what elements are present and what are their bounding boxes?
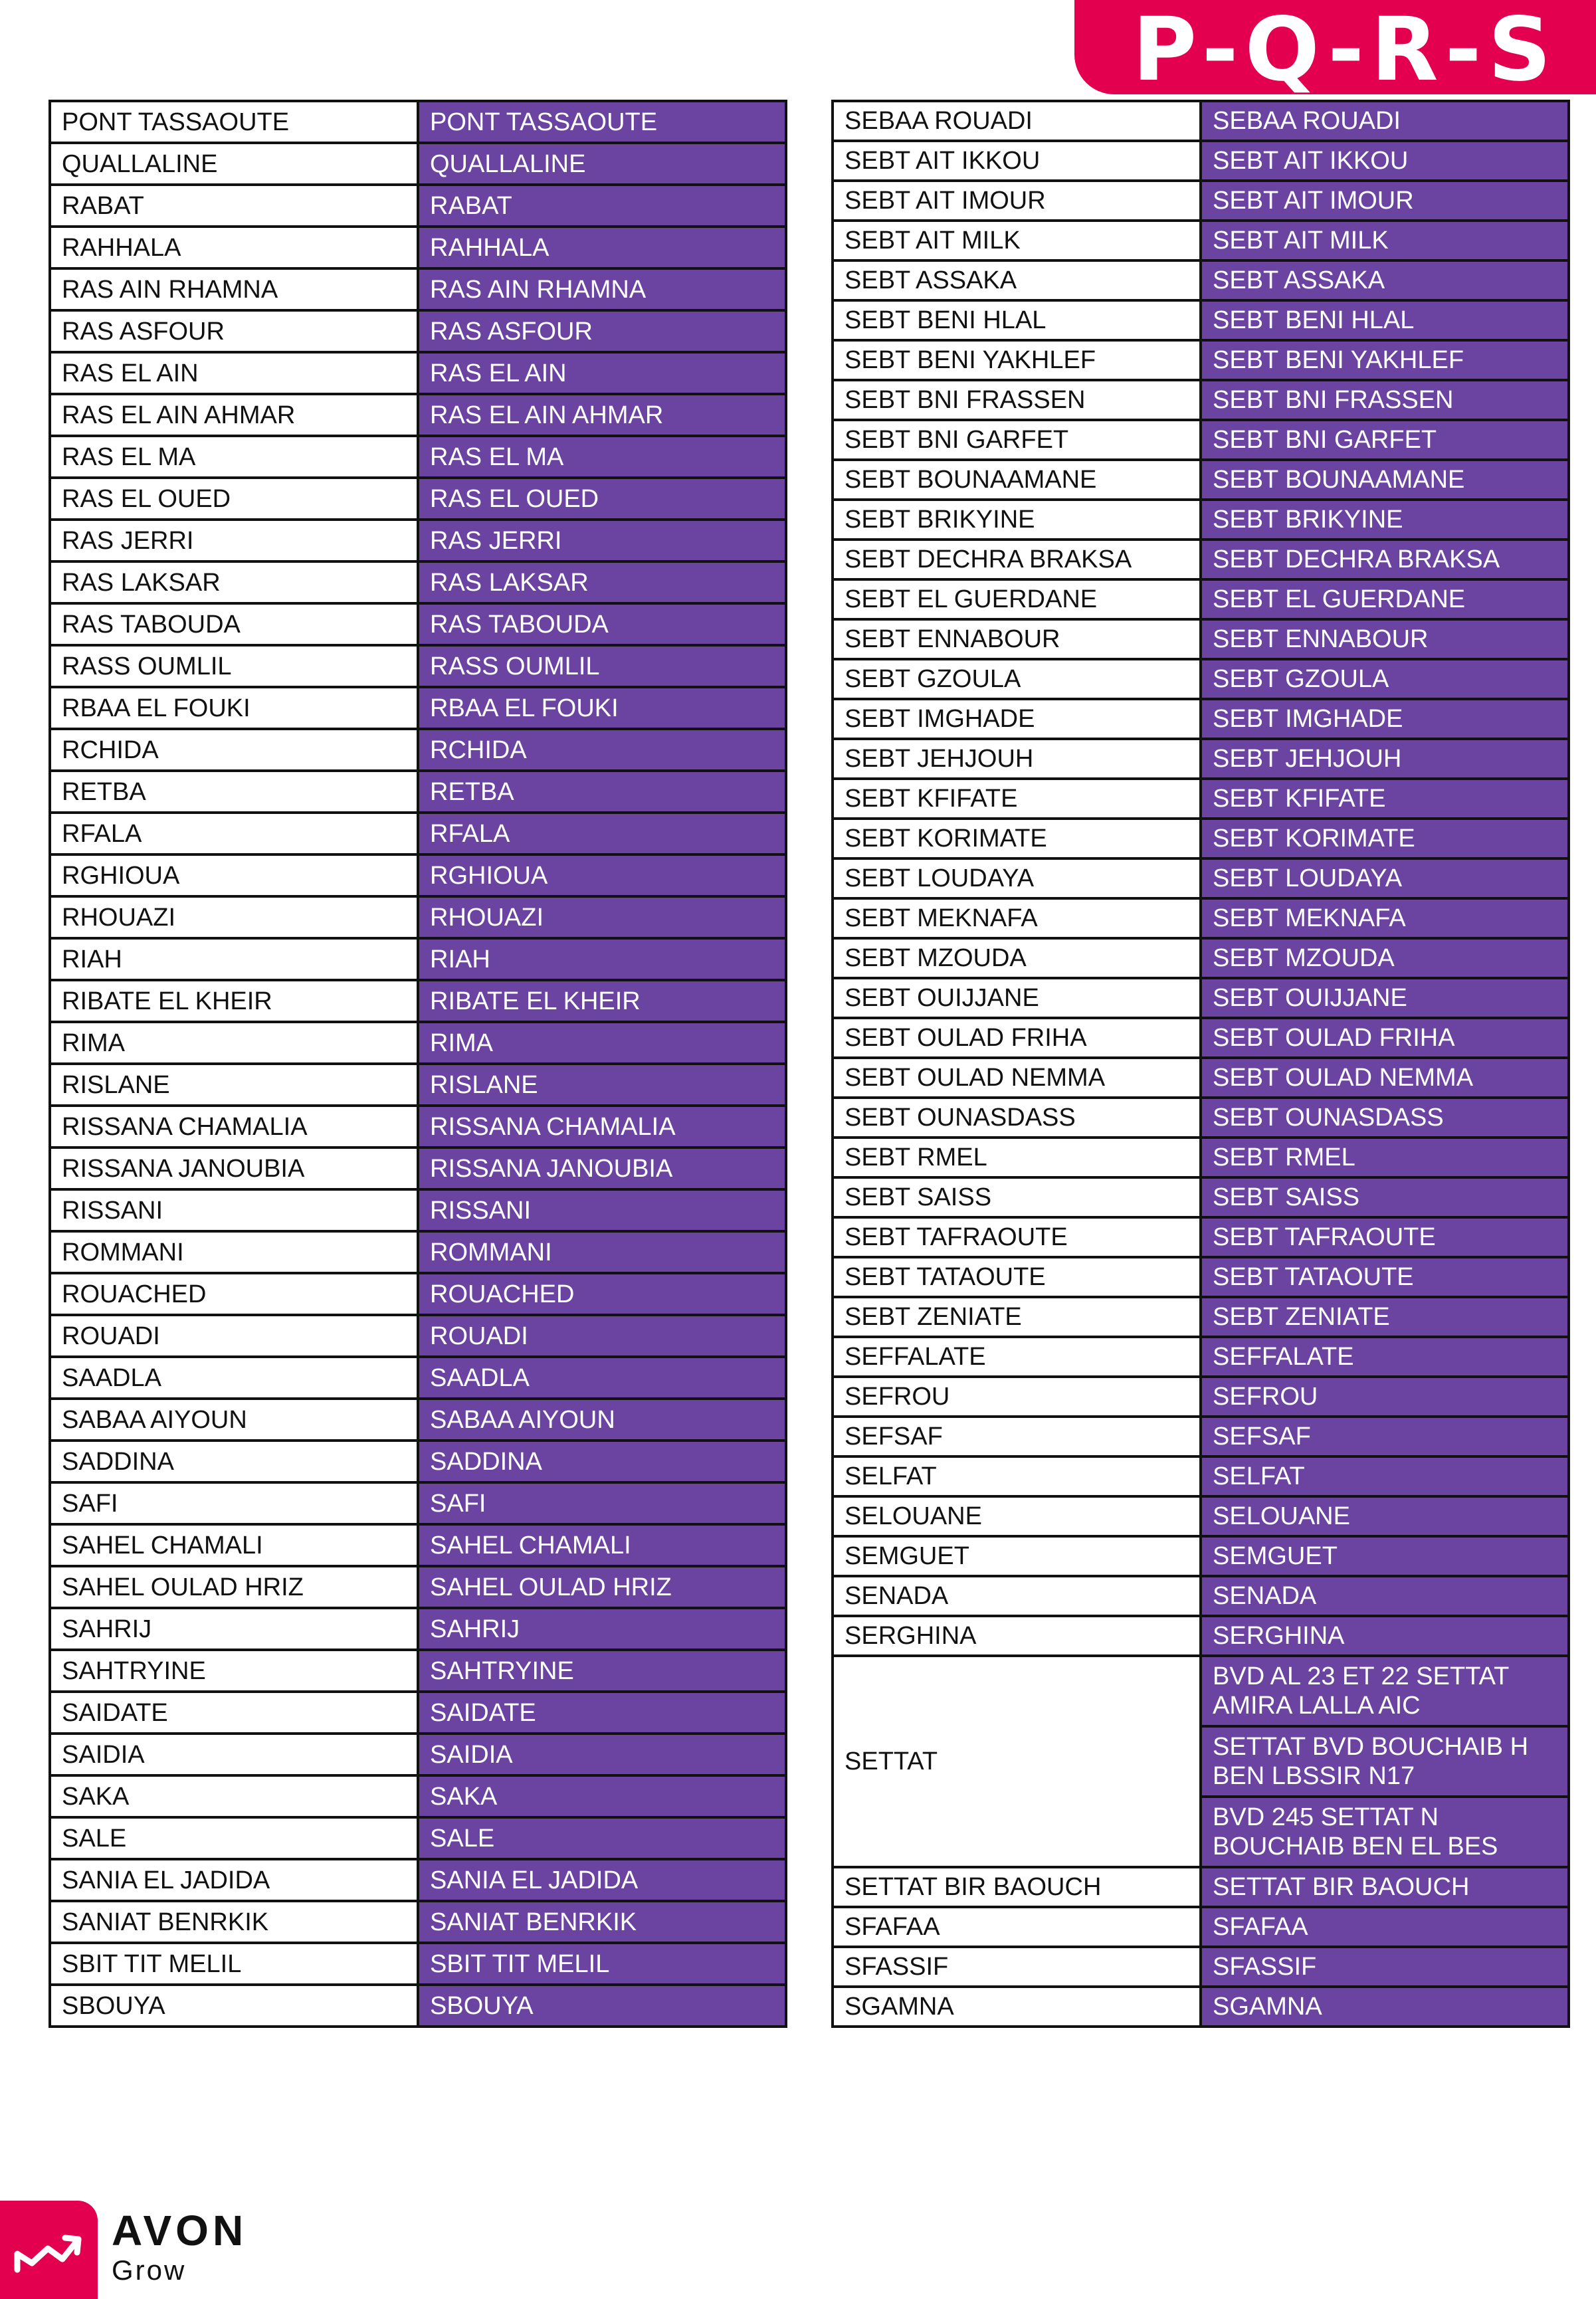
city-cell: SETTAT BIR BAOUCH [833,1867,1201,1907]
table-row [833,1257,1569,1297]
value-cell: SEBT TAFRAOUTE [1201,1217,1569,1257]
value-cell: RIBATE EL KHEIR [418,980,786,1022]
brand-subtitle: Grow [112,2254,187,2286]
city-cell: PONT TASSAOUTE [50,101,418,143]
city-cell: SEBT MZOUDA [833,938,1201,978]
city-cell: RIAH [50,938,418,980]
city-cell: RAS EL OUED [50,478,418,520]
table-row [50,1022,786,1064]
city-cell: SEBT BENI YAKHLEF [833,340,1201,380]
value-cell: SFAFAA [1201,1907,1569,1947]
city-cell: SAHTRYINE [50,1650,418,1692]
city-cell: SAIDATE [50,1692,418,1734]
table-row [833,819,1569,858]
value-cell: SEBT BNI GARFET [1201,420,1569,460]
table-row [833,978,1569,1018]
table-row [50,687,786,729]
value-cell: ROUACHED [418,1273,786,1315]
table-row [833,1656,1569,1726]
value-cell: SAHEL CHAMALI [418,1524,786,1566]
value-cell: SEBT BOUNAAMANE [1201,460,1569,500]
table-row [833,659,1569,699]
table-row [50,1189,786,1231]
city-cell: SEBT DECHRA BRAKSA [833,540,1201,579]
brand-logo-badge [0,2201,98,2299]
letter-range-label: P-Q-R-S [1132,0,1558,101]
table-row [50,1315,786,1357]
value-cell: SEBT TATAOUTE [1201,1257,1569,1297]
city-cell: SELFAT [833,1456,1201,1496]
table-row [833,260,1569,300]
city-cell: ROUACHED [50,1273,418,1315]
city-cell: SAHEL OULAD HRIZ [50,1566,418,1608]
city-cell: RAS LAKSAR [50,561,418,603]
table-row [833,1907,1569,1947]
value-cell: SAIDATE [418,1692,786,1734]
value-cell: SEBT BNI FRASSEN [1201,380,1569,420]
table-row [833,1377,1569,1417]
city-cell: ROUADI [50,1315,418,1357]
value-cell: RBAA EL FOUKI [418,687,786,729]
value-cell: ROUADI [418,1315,786,1357]
value-cell: SALE [418,1817,786,1859]
table-row [833,619,1569,659]
city-cell: SEFFALATE [833,1337,1201,1377]
table-row [833,1947,1569,1987]
table-row [833,1337,1569,1377]
city-cell: SETTAT [833,1656,1201,1867]
city-cell: SEBT BNI GARFET [833,420,1201,460]
table-row [50,645,786,687]
table-row [50,1524,786,1566]
table-row [833,1297,1569,1337]
value-cell: RHOUAZI [418,896,786,938]
value-cell: SEBT MEKNAFA [1201,898,1569,938]
city-cell: SEBT OUNASDASS [833,1098,1201,1138]
city-cell: SFASSIF [833,1947,1201,1987]
value-cell: SEBT BENI HLAL [1201,300,1569,340]
table-row [833,340,1569,380]
city-cell: SAHEL CHAMALI [50,1524,418,1566]
city-cell: SEBT AIT MILK [833,221,1201,260]
value-cell: SEBT OULAD FRIHA [1201,1018,1569,1058]
value-cell: SEBT DECHRA BRAKSA [1201,540,1569,579]
city-cell: SEBT AIT IKKOU [833,141,1201,181]
value-cell: SELFAT [1201,1456,1569,1496]
table-row [50,603,786,645]
table-row [50,1817,786,1859]
city-cell: SENADA [833,1576,1201,1616]
value-cell: QUALLALINE [418,143,786,185]
city-cell: SERGHINA [833,1616,1201,1656]
city-cell: SBIT TIT MELIL [50,1943,418,1985]
table-row [833,1058,1569,1098]
table-row [50,101,786,143]
city-cell: SEBT TATAOUTE [833,1257,1201,1297]
table-row [833,300,1569,340]
table-row [50,1650,786,1692]
table-row [50,1901,786,1943]
value-cell: SEBT SAISS [1201,1177,1569,1217]
table-row [50,729,786,771]
value-cell: SEBT ENNABOUR [1201,619,1569,659]
value-cell: SEBT OUIJJANE [1201,978,1569,1018]
table-row [50,561,786,603]
city-cell: SEFROU [833,1377,1201,1417]
value-cell: RIAH [418,938,786,980]
value-cell: PONT TASSAOUTE [418,101,786,143]
value-cell: SEBT KFIFATE [1201,779,1569,819]
city-cell: SEBT SAISS [833,1177,1201,1217]
table-row [833,1177,1569,1217]
city-cell: SEBT BNI FRASSEN [833,380,1201,420]
city-cell: SANIAT BENRKIK [50,1901,418,1943]
value-cell: SAADLA [418,1357,786,1399]
table-row [833,1098,1569,1138]
value-cell: RISSANA JANOUBIA [418,1148,786,1189]
growth-chart-icon [13,2227,84,2274]
value-cell: SGAMNA [1201,1987,1569,2027]
value-cell: RCHIDA [418,729,786,771]
table-row [833,1018,1569,1058]
city-cell: RAS EL AIN AHMAR [50,394,418,436]
city-cell: SAFI [50,1482,418,1524]
table-row [50,896,786,938]
city-cell: SFAFAA [833,1907,1201,1947]
city-cell: RCHIDA [50,729,418,771]
city-cell: RIBATE EL KHEIR [50,980,418,1022]
city-cell: RASS OUMLIL [50,645,418,687]
value-cell: RETBA [418,771,786,813]
table-row [833,101,1569,141]
table-row [833,1217,1569,1257]
city-cell: RIMA [50,1022,418,1064]
table-row [833,420,1569,460]
city-cell: RABAT [50,185,418,227]
city-cell: SEBT OUIJJANE [833,978,1201,1018]
value-cell: SAKA [418,1775,786,1817]
city-cell: SEBT RMEL [833,1138,1201,1177]
value-cell: RAS EL OUED [418,478,786,520]
value-cell: SAHEL OULAD HRIZ [418,1566,786,1608]
table-row [50,1775,786,1817]
value-cell: SEBT RMEL [1201,1138,1569,1177]
city-cell: SEBT ENNABOUR [833,619,1201,659]
table-row [50,520,786,561]
table-row [50,1985,786,2027]
value-cell: SEBT BENI YAKHLEF [1201,340,1569,380]
city-cell: RAS AIN RHAMNA [50,268,418,310]
table-row [50,1482,786,1524]
value-cell: SEBT AIT IKKOU [1201,141,1569,181]
value-cell: SEBT ZENIATE [1201,1297,1569,1337]
value-cell: SEBT KORIMATE [1201,819,1569,858]
city-cell: RISLANE [50,1064,418,1106]
city-cell: RISSANI [50,1189,418,1231]
city-cell: SEFSAF [833,1417,1201,1456]
city-cell: SEBT BOUNAAMANE [833,460,1201,500]
table-row [833,1867,1569,1907]
table-row [50,1148,786,1189]
value-cell: RABAT [418,185,786,227]
value-cell: RGHIOUA [418,854,786,896]
city-cell: SEBT MEKNAFA [833,898,1201,938]
city-cell: SALE [50,1817,418,1859]
value-cell: SAIDIA [418,1734,786,1775]
city-cell: SELOUANE [833,1496,1201,1536]
letter-range-tab [1074,0,1596,101]
table-row [833,779,1569,819]
table-row [833,500,1569,540]
value-cell: SEBT AIT IMOUR [1201,181,1569,221]
value-cell: SFASSIF [1201,1947,1569,1987]
value-cell: RISSANI [418,1189,786,1231]
table-row [50,854,786,896]
city-cell: SAKA [50,1775,418,1817]
city-cell: RFALA [50,813,418,854]
city-cell: RAS JERRI [50,520,418,561]
value-cell: RAHHALA [418,227,786,268]
address-cell: BVD 245 SETTAT N BOUCHAIB BEN EL BES [1201,1797,1569,1867]
city-cell: RISSANA JANOUBIA [50,1148,418,1189]
value-cell: RAS EL AIN AHMAR [418,394,786,436]
city-cell: SEBT TAFRAOUTE [833,1217,1201,1257]
table-row [50,1692,786,1734]
city-cell: SAHRIJ [50,1608,418,1650]
city-cell: SEBAA ROUADI [833,101,1201,141]
table-row [50,227,786,268]
table-row [50,478,786,520]
value-cell: SEBT LOUDAYA [1201,858,1569,898]
value-cell: SEBT OULAD NEMMA [1201,1058,1569,1098]
city-cell: SEBT KORIMATE [833,819,1201,858]
table-row [50,938,786,980]
city-cell: SEBT KFIFATE [833,779,1201,819]
table-row [833,221,1569,260]
table-row [833,141,1569,181]
city-cell: SGAMNA [833,1987,1201,2027]
city-cell: RISSANA CHAMALIA [50,1106,418,1148]
table-row [50,310,786,352]
city-cell: SEBT AIT IMOUR [833,181,1201,221]
value-cell: SEBAA ROUADI [1201,101,1569,141]
city-cell: RAS TABOUDA [50,603,418,645]
city-cell: SBOUYA [50,1985,418,2027]
address-cell: SETTAT BVD BOUCHAIB H BEN LBSSIR N17 [1201,1726,1569,1797]
value-cell: ROMMANI [418,1231,786,1273]
table-row [833,898,1569,938]
city-cell: RAS ASFOUR [50,310,418,352]
table-row [50,1943,786,1985]
city-cell: SABAA AIYOUN [50,1399,418,1441]
value-cell: SAFI [418,1482,786,1524]
city-cell: SEBT OULAD FRIHA [833,1018,1201,1058]
table-row [833,1616,1569,1656]
value-cell: SELOUANE [1201,1496,1569,1536]
city-cell: SEBT OULAD NEMMA [833,1058,1201,1098]
value-cell: SAHRIJ [418,1608,786,1650]
city-cell: SADDINA [50,1441,418,1482]
table-row [833,938,1569,978]
table-row [833,1417,1569,1456]
value-cell: RAS EL MA [418,436,786,478]
value-cell: SEBT OUNASDASS [1201,1098,1569,1138]
table-row [50,1273,786,1315]
city-cell: RAS EL AIN [50,352,418,394]
value-cell: SEBT AIT MILK [1201,221,1569,260]
left-city-table [49,100,787,2028]
table-row [833,858,1569,898]
value-cell: SEBT GZOULA [1201,659,1569,699]
city-cell: RBAA EL FOUKI [50,687,418,729]
value-cell: SETTAT BIR BAOUCH [1201,1867,1569,1907]
value-cell: SEBT JEHJOUH [1201,739,1569,779]
value-cell: SADDINA [418,1441,786,1482]
table-row [50,980,786,1022]
value-cell: RAS ASFOUR [418,310,786,352]
value-cell: SBOUYA [418,1985,786,2027]
table-row [50,1231,786,1273]
city-cell: SAIDIA [50,1734,418,1775]
city-cell: ROMMANI [50,1231,418,1273]
table-row [50,1734,786,1775]
value-cell: SEBT IMGHADE [1201,699,1569,739]
value-cell: SEFROU [1201,1377,1569,1417]
table-row [50,1441,786,1482]
value-cell: SBIT TIT MELIL [418,1943,786,1985]
city-cell: SEBT LOUDAYA [833,858,1201,898]
table-row [50,813,786,854]
value-cell: SAHTRYINE [418,1650,786,1692]
value-cell: RAS EL AIN [418,352,786,394]
value-cell: RAS TABOUDA [418,603,786,645]
table-row [833,1496,1569,1536]
value-cell: SABAA AIYOUN [418,1399,786,1441]
city-cell: SEMGUET [833,1536,1201,1576]
table-row [50,436,786,478]
value-cell: SANIA EL JADIDA [418,1859,786,1901]
value-cell: RASS OUMLIL [418,645,786,687]
table-row [833,460,1569,500]
table-row [833,1987,1569,2027]
value-cell: RAS JERRI [418,520,786,561]
value-cell: SENADA [1201,1576,1569,1616]
table-row [833,540,1569,579]
value-cell: RISLANE [418,1064,786,1106]
city-cell: RAS EL MA [50,436,418,478]
city-cell: SEBT GZOULA [833,659,1201,699]
value-cell: RISSANA CHAMALIA [418,1106,786,1148]
table-row [50,1357,786,1399]
city-cell: RHOUAZI [50,896,418,938]
table-row [833,1138,1569,1177]
table-row [50,1106,786,1148]
table-row [833,739,1569,779]
city-cell: SEBT IMGHADE [833,699,1201,739]
city-cell: SAADLA [50,1357,418,1399]
value-cell: SEFFALATE [1201,1337,1569,1377]
city-cell: SEBT BENI HLAL [833,300,1201,340]
table-row [50,1064,786,1106]
city-cell: SEBT EL GUERDANE [833,579,1201,619]
value-cell: SERGHINA [1201,1616,1569,1656]
table-row [50,771,786,813]
value-cell: SEBT BRIKYINE [1201,500,1569,540]
right-city-table [831,100,1570,2028]
city-cell: SEBT BRIKYINE [833,500,1201,540]
value-cell: RAS AIN RHAMNA [418,268,786,310]
city-cell: QUALLALINE [50,143,418,185]
city-cell: SEBT JEHJOUH [833,739,1201,779]
city-cell: RETBA [50,771,418,813]
table-row [833,579,1569,619]
city-cell: RAHHALA [50,227,418,268]
city-cell: RGHIOUA [50,854,418,896]
table-row [833,181,1569,221]
value-cell: RFALA [418,813,786,854]
value-cell: SEFSAF [1201,1417,1569,1456]
value-cell: SEMGUET [1201,1536,1569,1576]
city-cell: SANIA EL JADIDA [50,1859,418,1901]
table-row [50,1399,786,1441]
table-row [833,380,1569,420]
value-cell: SANIAT BENRKIK [418,1901,786,1943]
table-row [50,185,786,227]
value-cell: RAS LAKSAR [418,561,786,603]
value-cell: SEBT MZOUDA [1201,938,1569,978]
table-row [50,1608,786,1650]
table-row [833,699,1569,739]
table-row [833,1536,1569,1576]
table-row [50,1566,786,1608]
city-cell: SEBT ASSAKA [833,260,1201,300]
city-cell: SEBT ZENIATE [833,1297,1201,1337]
table-row [50,1859,786,1901]
value-cell: SEBT ASSAKA [1201,260,1569,300]
value-cell: SEBT EL GUERDANE [1201,579,1569,619]
table-row [50,394,786,436]
table-row [50,352,786,394]
table-row [50,268,786,310]
value-cell: RIMA [418,1022,786,1064]
address-cell: BVD AL 23 ET 22 SETTAT AMIRA LALLA AIC [1201,1656,1569,1726]
table-row [833,1456,1569,1496]
table-row [833,1576,1569,1616]
table-row [50,143,786,185]
brand-name: AVON [112,2207,248,2254]
